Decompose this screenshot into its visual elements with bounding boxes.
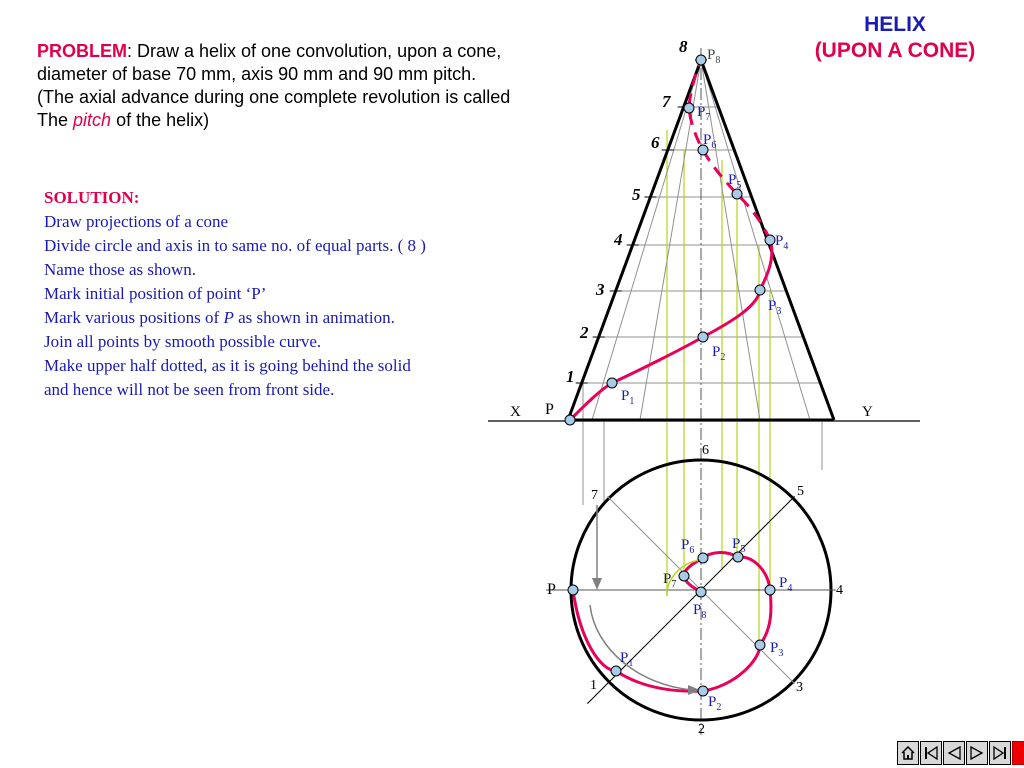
solution-heading: SOLUTION:	[44, 188, 140, 207]
front-helix-label-5: $P_5$	[728, 172, 742, 191]
axis-division-number-7: 7	[662, 92, 671, 111]
problem-line-4: The	[37, 110, 74, 130]
x-label: X	[510, 404, 521, 420]
solution-step-7: Make upper half dotted, as it is going behind the solid	[44, 356, 411, 375]
front-helix-point-1	[607, 378, 617, 388]
axis-division-number-6: 6	[651, 133, 660, 152]
solution-step-1: Draw projections of a cone	[44, 212, 229, 231]
last-slide-button[interactable]	[989, 741, 1011, 765]
top-start-label: P	[547, 581, 556, 598]
circle-number-6: 6	[702, 443, 709, 458]
slide-navigation	[897, 741, 1024, 765]
problem-line-2: diameter of base 70 mm, axis 90 mm and 90 mm pitch.	[37, 64, 477, 84]
last-icon	[992, 745, 1008, 761]
top-helix-label-6: $P_6$	[681, 537, 695, 556]
top-start-point	[568, 585, 578, 595]
top-helix-point-4	[765, 585, 775, 595]
front-helix-point-3	[755, 285, 765, 295]
circle-number-7: 7	[591, 488, 598, 503]
front-helix-point-7	[684, 103, 694, 113]
problem-tail: of the helix)	[111, 110, 210, 130]
circle-number-4: 4	[836, 583, 843, 598]
circle-number-1: 1	[590, 678, 597, 693]
axis-division-number-8: 8	[679, 37, 688, 56]
front-helix-label-1: $P_1$	[621, 388, 635, 407]
generator-line-4	[701, 60, 810, 420]
step-5-suffix: as shown in animation.	[233, 308, 395, 327]
axis-division-number-1: 1	[566, 367, 575, 386]
top-helix-point-8	[696, 587, 706, 597]
front-start-point	[565, 415, 575, 425]
front-helix-label-7: $P_7$	[697, 104, 711, 123]
top-helix-point-2	[698, 686, 708, 696]
circle-number-5: 5	[797, 484, 804, 499]
front-helix-point-8	[696, 55, 706, 65]
front-helix-label-6: $P_6$	[703, 132, 717, 151]
title-line-1: HELIX	[864, 13, 926, 36]
top-helix-label-1: $P_1$	[620, 650, 634, 669]
end-icon	[1015, 745, 1024, 761]
next-slide-button[interactable]	[966, 741, 988, 765]
step-5-p: P	[223, 308, 234, 327]
title-line-2: (UPON A CONE)	[814, 39, 976, 62]
front-helix-label-2: $P_2$	[712, 344, 726, 363]
axis-division-number-3: 3	[596, 280, 605, 299]
home-button[interactable]	[897, 741, 919, 765]
solution-step-4: Mark initial position of point ‘P’	[44, 284, 267, 303]
axis-division-number-2: 2	[580, 323, 589, 342]
front-helix-label-8: $P_8$	[707, 47, 721, 66]
axis-division-number-5: 5	[632, 185, 641, 204]
axis-division-number-4: 4	[614, 230, 623, 249]
solution-step-3: Name those as shown.	[44, 260, 197, 279]
solution-step-6: Join all points by smooth possible curve.	[44, 332, 322, 351]
top-helix-label-5: $P_5$	[732, 536, 746, 555]
front-helix-label-4: $P_4$	[775, 233, 789, 252]
first-icon	[923, 745, 939, 761]
problem-line-1: : Draw a helix of one convolution, upon a cone,	[127, 41, 502, 61]
helix-top-spiral	[573, 553, 771, 692]
circle-number-2: 2	[698, 722, 705, 737]
first-slide-button[interactable]	[920, 741, 942, 765]
top-helix-point-6	[698, 553, 708, 563]
pitch-word: pitch	[73, 110, 112, 130]
next-icon	[969, 745, 985, 761]
top-helix-point-3	[755, 640, 765, 650]
top-helix-label-2: $P_2$	[708, 694, 722, 713]
problem-line-3: (The axial advance during one complete revolution is called	[37, 87, 511, 107]
front-helix-label-3: $P_3$	[768, 298, 782, 317]
front-start-label: P	[545, 401, 554, 418]
top-helix-point-7	[679, 571, 689, 581]
problem-label: PROBLEM	[37, 41, 127, 61]
solution-step-8: and hence will not be seen from front side.	[44, 380, 335, 399]
home-icon	[900, 745, 916, 761]
prev-icon	[946, 745, 962, 761]
top-helix-label-8: $P_8$	[693, 602, 707, 621]
rotation-arrow-head	[592, 578, 602, 590]
circle-number-3: 3	[796, 680, 803, 695]
front-helix-point-4	[765, 235, 775, 245]
top-helix-label-4: $P_4$	[779, 575, 793, 594]
previous-slide-button[interactable]	[943, 741, 965, 765]
end-show-button[interactable]	[1012, 741, 1024, 765]
top-helix-label-7: $P_7$	[663, 571, 677, 590]
step-5-prefix: Mark various positions of	[44, 308, 224, 327]
y-label: Y	[862, 404, 873, 420]
top-helix-label-3: $P_3$	[770, 640, 784, 659]
top-helix-point-1	[611, 666, 621, 676]
front-helix-point-2	[698, 332, 708, 342]
solution-step-2: Divide circle and axis in to same no. of equal parts. ( 8 )	[44, 236, 426, 255]
